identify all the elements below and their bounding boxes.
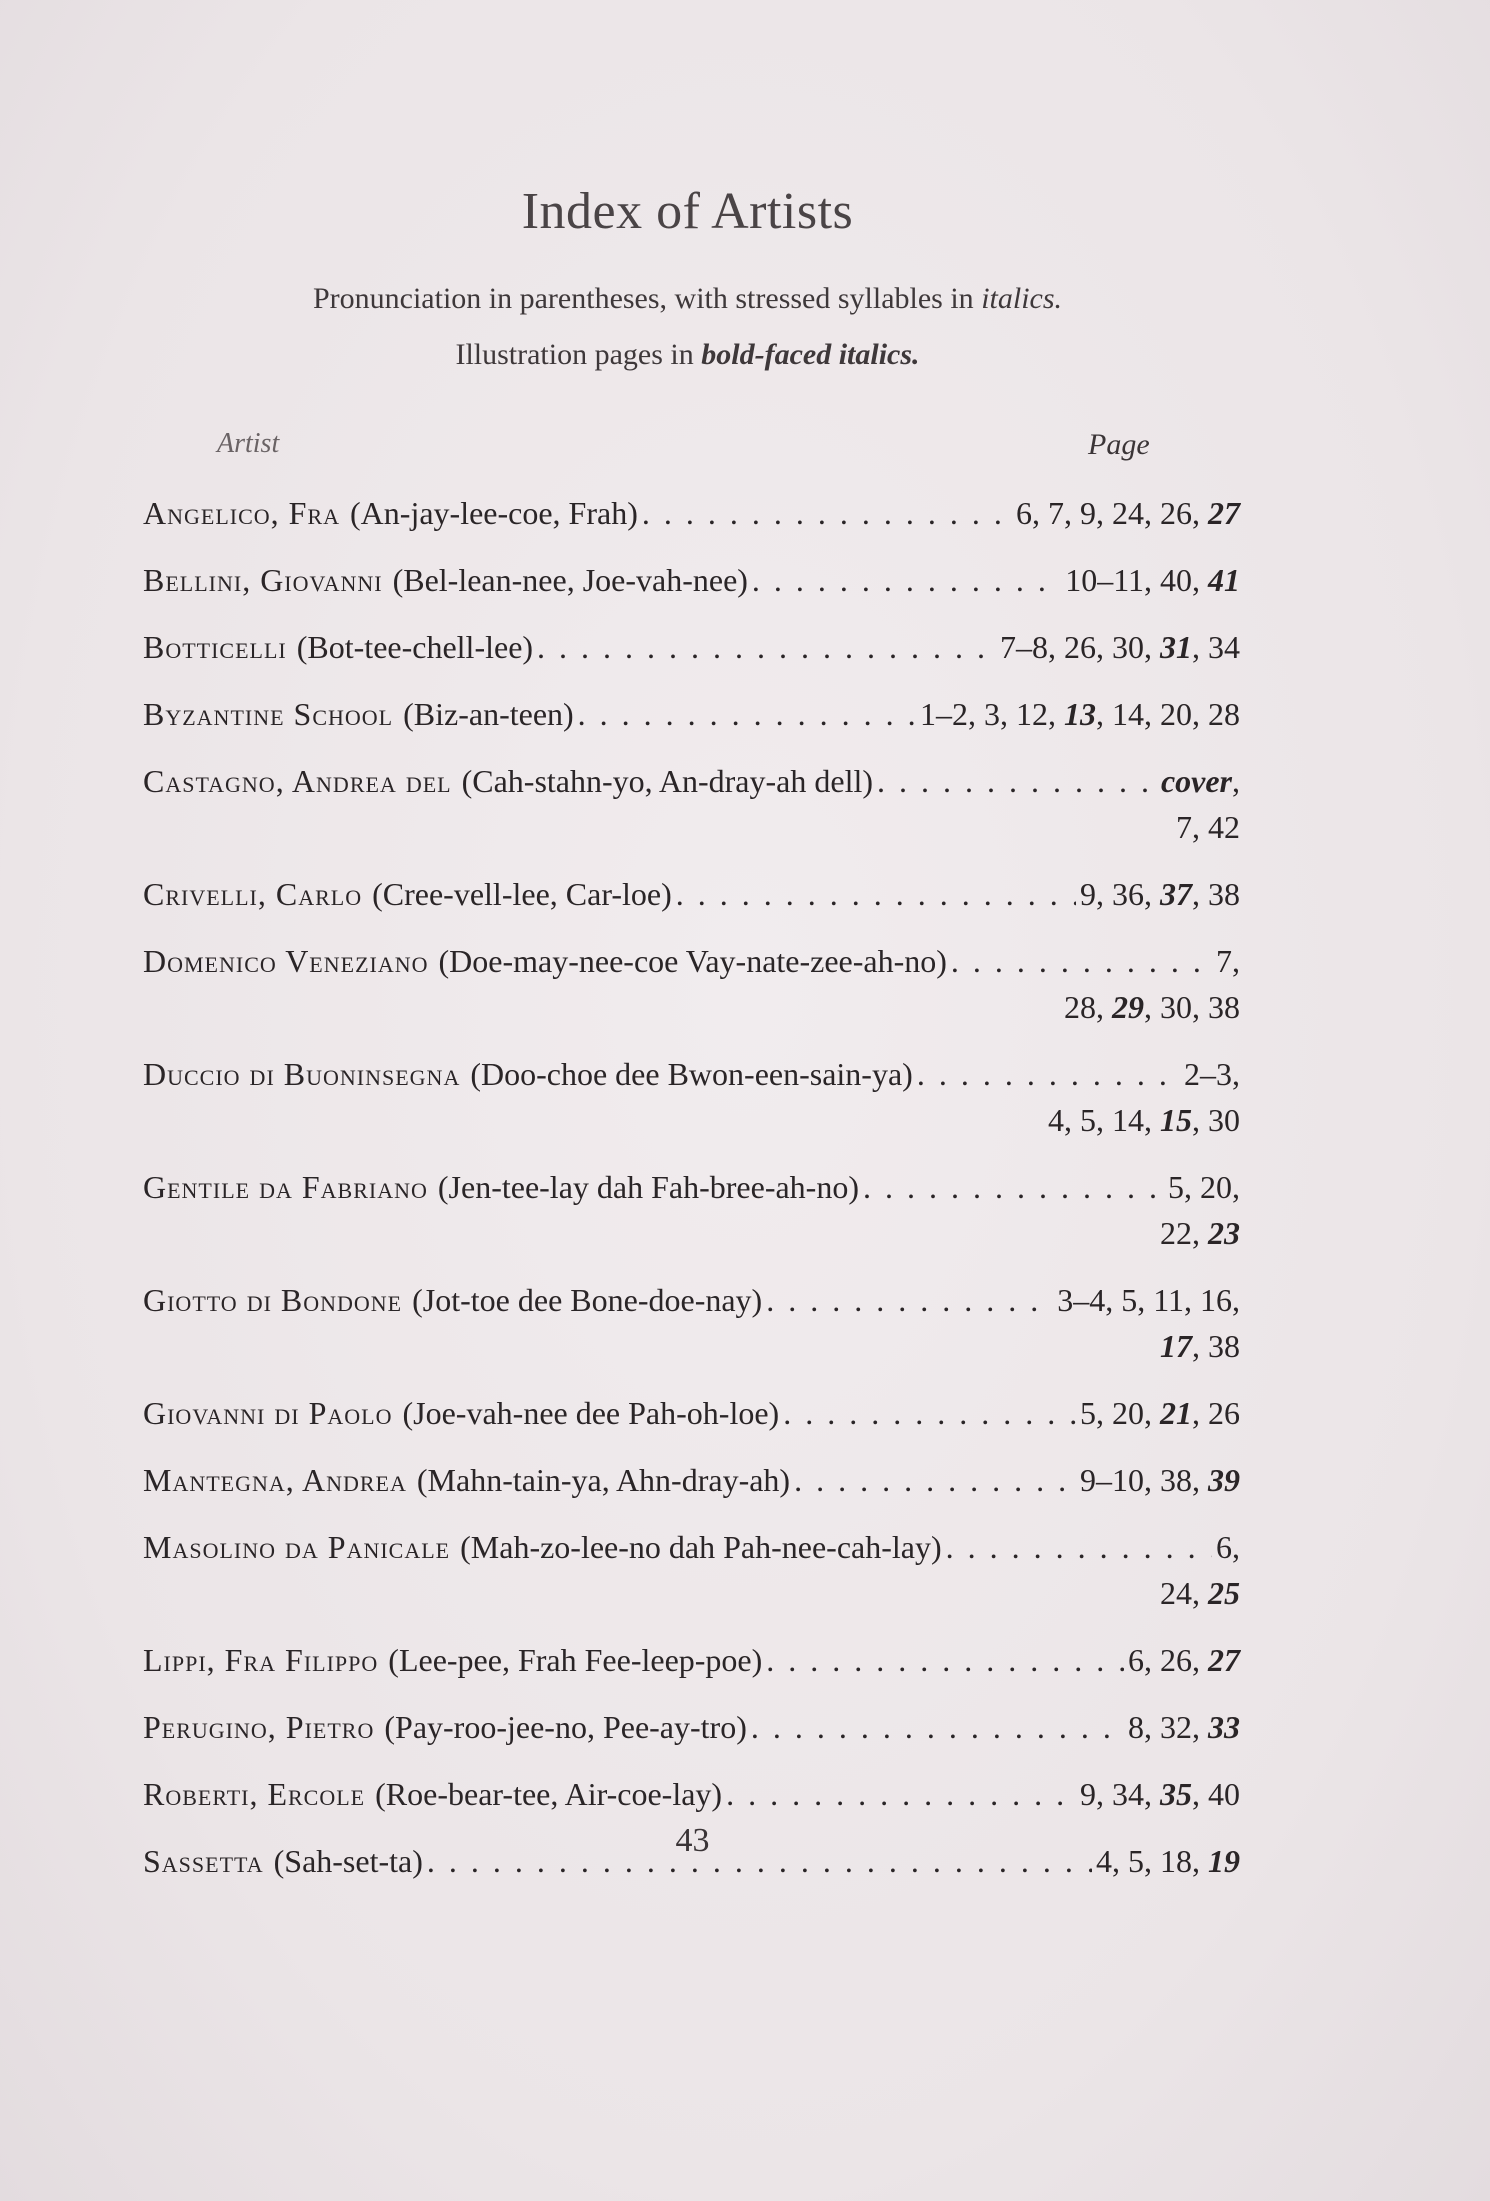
page-reference: 12 (1016, 696, 1048, 732)
artist-name: Roberti, Ercole (143, 1776, 366, 1812)
page-reference: 37 (1160, 876, 1192, 912)
page-reference: 29 (1112, 989, 1144, 1025)
dot-leader (676, 871, 1076, 917)
subtitle-line-2 (0, 338, 1375, 372)
index-entry (143, 1637, 1240, 1683)
page-reference: 32 (1160, 1709, 1192, 1745)
index-entry (143, 490, 1240, 536)
page-list: 5, 20, 21, 26 (1080, 1395, 1240, 1431)
page-reference: 5 (1121, 1282, 1138, 1318)
page-reference: 34 (1208, 629, 1240, 665)
subtitle-line-1 (0, 282, 1375, 316)
page-reference: 4 (1048, 1102, 1064, 1138)
page-reference: 9 (1080, 1776, 1096, 1812)
column-header-page: Page (1088, 428, 1150, 461)
dot-leader (537, 624, 996, 670)
dot-leader (578, 691, 916, 737)
pronunciation: (Joe-vah-nee dee Pah-oh-loe) (402, 1395, 780, 1431)
artist-name: Angelico, Fra (143, 495, 341, 531)
page-reference: 22 (1160, 1215, 1192, 1251)
page-reference: 15 (1160, 1102, 1192, 1138)
pronunciation: (Sah-set-ta) (273, 1843, 423, 1879)
page-reference: 3 (984, 696, 1000, 732)
dot-leader (751, 1704, 1124, 1750)
dot-leader (794, 1457, 1076, 1503)
index-entry (143, 1051, 1240, 1143)
page-reference: 36 (1112, 876, 1144, 912)
page-reference: 26 (1064, 629, 1096, 665)
page-reference: 7 (1176, 809, 1192, 845)
page-reference: 18 (1160, 1843, 1192, 1879)
page-list: 9, 36, 37, 38 (1080, 876, 1240, 912)
page-list: 7, (1216, 943, 1240, 979)
page-reference: 27 (1208, 1642, 1240, 1678)
artist-name: Botticelli (143, 629, 287, 665)
page-list-continued: 7, 42 (1176, 809, 1240, 845)
page-reference: 20 (1160, 696, 1192, 732)
pronunciation: (Doo-choe dee Bwon-een-sain-ya) (470, 1056, 913, 1092)
dot-leader (877, 758, 1157, 804)
page-reference: 6 (1128, 1642, 1144, 1678)
pronunciation: (Roe-bear-tee, Air-coe-lay) (375, 1776, 723, 1812)
page-list: 5, 20, (1168, 1169, 1240, 1205)
page-reference: 26 (1208, 1395, 1240, 1431)
dot-leader (766, 1277, 1053, 1323)
page-title: Index of Artists (521, 183, 854, 240)
page-reference: 14 (1112, 696, 1144, 732)
page-reference: 4 (1096, 1843, 1112, 1879)
column-header-artist: Artist (217, 428, 280, 459)
index-entry (143, 1704, 1240, 1750)
page-reference: 2–3 (1184, 1056, 1232, 1092)
artist-name: Crivelli, Carlo (143, 876, 363, 912)
page-list-continued: 24, 25 (1160, 1575, 1240, 1611)
page-list-continued: 17, 38 (1160, 1328, 1240, 1364)
index-entries-list (143, 490, 1240, 1905)
artist-name: Duccio di Buoninsegna (143, 1056, 461, 1092)
page-reference: 40 (1208, 1776, 1240, 1812)
page-list: 6, (1216, 1529, 1240, 1565)
page-reference: 8 (1128, 1709, 1144, 1745)
page-list: 3–4, 5, 11, 16, (1057, 1282, 1240, 1318)
page-reference: 26 (1160, 495, 1192, 531)
page-reference: 25 (1208, 1575, 1240, 1611)
pronunciation: (Jot-toe dee Bone-doe-nay) (412, 1282, 763, 1318)
page-reference: 28 (1208, 696, 1240, 732)
page-reference: 10–11 (1065, 562, 1144, 598)
index-entry (143, 1277, 1240, 1369)
page-list: 6, 26, 27 (1128, 1642, 1240, 1678)
page-reference: 24 (1160, 1575, 1192, 1611)
artist-name: Masolino da Panicale (143, 1529, 451, 1565)
dot-leader (752, 557, 1061, 603)
page-list-continued: 4, 5, 14, 15, 30 (1048, 1102, 1240, 1138)
dot-leader (766, 1637, 1124, 1683)
artist-name: Giotto di Bondone (143, 1282, 403, 1318)
artist-name: Bellini, Giovanni (143, 562, 383, 598)
pronunciation: (Doe-may-nee-coe Vay-nate-zee-ah-no) (438, 943, 947, 979)
pronunciation: (Jen-tee-lay dah Fah-bree-ah-no) (437, 1169, 859, 1205)
subtitle-line-1-emphasis: italics. (981, 282, 1063, 315)
page-reference: 39 (1208, 1462, 1240, 1498)
artist-name: Byzantine School (143, 696, 394, 732)
index-entry (143, 871, 1240, 917)
page-reference: 6 (1016, 495, 1032, 531)
page-reference: 23 (1208, 1215, 1240, 1251)
page-reference: 38 (1208, 1328, 1240, 1364)
page-reference: 21 (1160, 1395, 1192, 1431)
page-reference: 26 (1160, 1642, 1192, 1678)
page-reference: 14 (1112, 1102, 1144, 1138)
page-reference: 38 (1160, 1462, 1192, 1498)
pronunciation: (Biz-an-teen) (403, 696, 574, 732)
page-reference: 1–2 (920, 696, 968, 732)
pronunciation: (Cree-vell-lee, Car-loe) (372, 876, 672, 912)
artist-name: Perugino, Pietro (143, 1709, 375, 1745)
page-reference: 13 (1064, 696, 1096, 732)
pronunciation: (Bel-lean-nee, Joe-vah-nee) (392, 562, 748, 598)
pronunciation: (Mah-zo-lee-no dah Pah-nee-cah-lay) (460, 1529, 942, 1565)
page-list: cover, (1160, 763, 1240, 799)
page-reference: 30 (1208, 1102, 1240, 1138)
dot-leader (726, 1771, 1076, 1817)
page-reference: 30 (1112, 629, 1144, 665)
index-entry (143, 758, 1240, 850)
page-reference: 38 (1208, 989, 1240, 1025)
page-reference: 3–4 (1057, 1282, 1106, 1318)
page-list: 9–10, 38, 39 (1080, 1462, 1240, 1498)
dot-leader (783, 1390, 1076, 1436)
page-reference: 33 (1208, 1709, 1240, 1745)
dot-leader (951, 938, 1212, 984)
page-reference: 27 (1208, 495, 1240, 531)
index-entry (143, 624, 1240, 670)
page-reference: 19 (1208, 1843, 1240, 1879)
subtitle-line-2-text: Illustration pages in (455, 338, 694, 371)
page-reference: 5 (1168, 1169, 1184, 1205)
page-list: 8, 32, 33 (1128, 1709, 1240, 1745)
dot-leader (917, 1051, 1180, 1097)
page-reference: 5 (1080, 1102, 1096, 1138)
page-reference: 9 (1080, 876, 1096, 912)
page-reference: 16 (1200, 1282, 1232, 1318)
page-reference: 9 (1080, 495, 1096, 531)
page-reference: 5 (1080, 1395, 1096, 1431)
page-list: 4, 5, 18, 19 (1096, 1843, 1240, 1879)
page-reference: 35 (1160, 1776, 1192, 1812)
page-reference: 40 (1160, 562, 1192, 598)
page-list: 7–8, 26, 30, 31, 34 (1000, 629, 1240, 665)
page-reference: cover (1160, 763, 1232, 799)
artist-name: Gentile da Fabriano (143, 1169, 428, 1205)
pronunciation: (Mahn-tain-ya, Ahn-dray-ah) (416, 1462, 791, 1498)
index-entry (143, 1390, 1240, 1436)
index-entry (143, 1457, 1240, 1503)
pronunciation: (An-jay-lee-coe, Frah) (350, 495, 638, 531)
index-entry (143, 1164, 1240, 1256)
page-list: 6, 7, 9, 24, 26, 27 (1016, 495, 1240, 531)
index-entry (143, 938, 1240, 1030)
dot-leader (642, 490, 1012, 536)
page-reference: 42 (1208, 809, 1240, 845)
page-reference: 5 (1128, 1843, 1144, 1879)
pronunciation: (Cah-stahn-yo, An-dray-ah dell) (461, 763, 873, 799)
subtitle-line-2-emphasis: bold-faced italics. (701, 338, 920, 371)
page-list-continued: 28, 29, 30, 38 (1064, 989, 1240, 1025)
page-list: 10–11, 40, 41 (1065, 562, 1240, 598)
index-entry (143, 1771, 1240, 1817)
artist-name: Lippi, Fra Filippo (143, 1642, 379, 1678)
page-reference: 34 (1112, 1776, 1144, 1812)
page-reference: 31 (1160, 629, 1192, 665)
page-reference: 30 (1160, 989, 1192, 1025)
artist-name: Mantegna, Andrea (143, 1462, 407, 1498)
page-reference: 38 (1208, 876, 1240, 912)
page-reference: 20 (1112, 1395, 1144, 1431)
page-reference: 7 (1216, 943, 1232, 979)
artist-name: Domenico Veneziano (143, 943, 429, 979)
page-reference: 7–8 (1000, 629, 1048, 665)
artist-name: Sassetta (143, 1843, 264, 1879)
artist-name: Giovanni di Paolo (143, 1395, 393, 1431)
dot-leader (946, 1524, 1212, 1570)
page-reference: 24 (1112, 495, 1144, 531)
page-list: 2–3, (1184, 1056, 1240, 1092)
page-number: 43 (675, 1822, 710, 1859)
page-reference: 28 (1064, 989, 1096, 1025)
page-reference: 6 (1216, 1529, 1232, 1565)
pronunciation: (Bot-tee-chell-lee) (296, 629, 534, 665)
page-reference: 9–10 (1080, 1462, 1144, 1498)
index-entry (143, 557, 1240, 603)
pronunciation: (Pay-roo-jee-no, Pee-ay-tro) (384, 1709, 747, 1745)
page-list: 9, 34, 35, 40 (1080, 1776, 1240, 1812)
page-reference: 20 (1200, 1169, 1232, 1205)
artist-name: Castagno, Andrea del (143, 763, 452, 799)
dot-leader (863, 1164, 1164, 1210)
page-reference: 11 (1153, 1282, 1184, 1318)
pronunciation: (Lee-pee, Frah Fee-leep-poe) (388, 1642, 763, 1678)
page-reference: 7 (1048, 495, 1064, 531)
page-list: 1–2, 3, 12, 13, 14, 20, 28 (920, 696, 1240, 732)
page-reference: 17 (1160, 1328, 1192, 1364)
subtitle-line-1-text: Pronunciation in parentheses, with stressed syllables in (312, 282, 974, 315)
page-reference: 41 (1208, 562, 1240, 598)
index-entry (143, 1524, 1240, 1616)
index-entry (143, 691, 1240, 737)
page-list-continued: 22, 23 (1160, 1215, 1240, 1251)
